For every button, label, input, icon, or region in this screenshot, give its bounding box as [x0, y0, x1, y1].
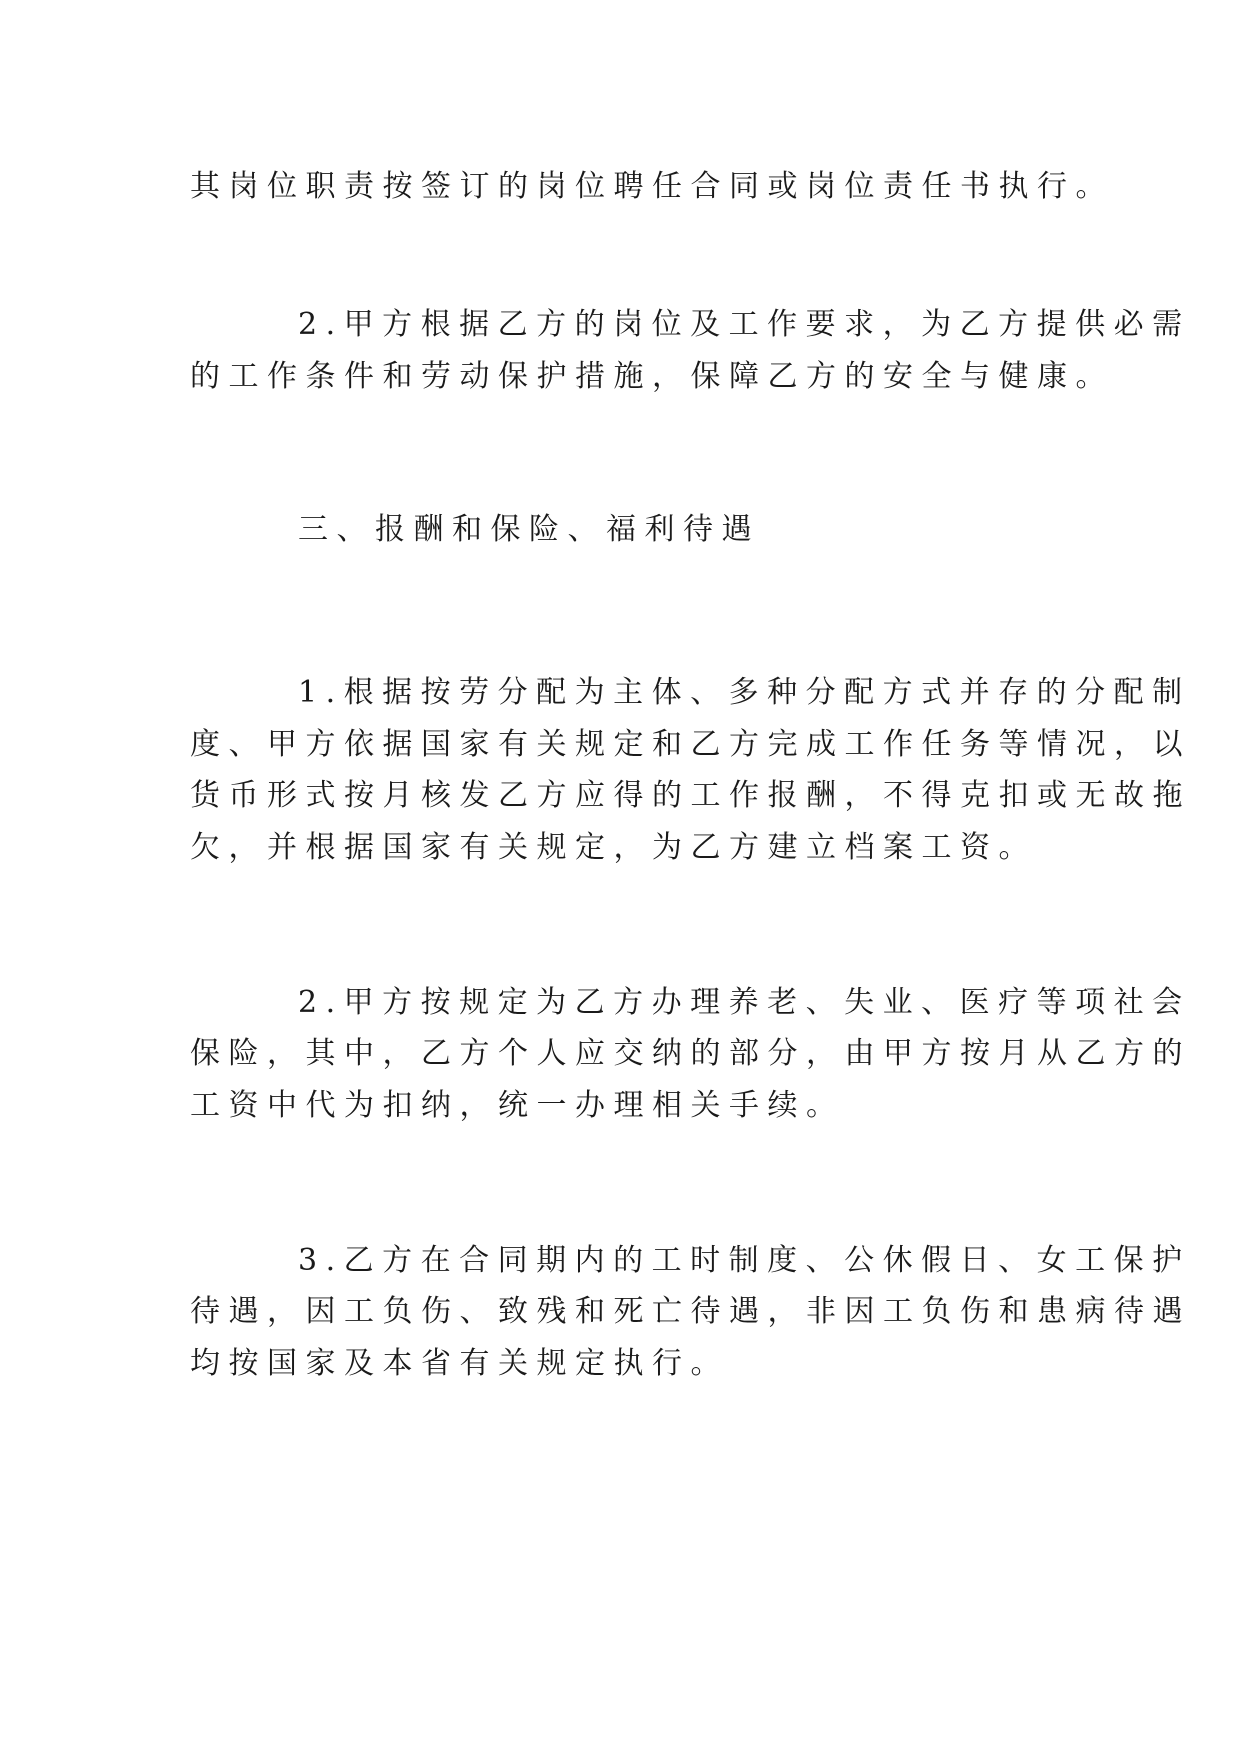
text-line: 2.甲方根据乙方的岗位及工作要求，为乙方提供必需: [298, 307, 1191, 342]
text-line: 1.根据按劳分配为主体、多种分配方式并存的分配制: [298, 675, 1191, 710]
text-line: 欠，并根据国家有关规定，为乙方建立档案工资。: [190, 830, 1037, 865]
text-line: 的工作条件和劳动保护措施，保障乙方的安全与健康。: [190, 359, 1114, 394]
text-line: 度、甲方依据国家有关规定和乙方完成工作任务等情况，以: [190, 727, 1191, 762]
text-line: 3.乙方在合同期内的工时制度、公休假日、女工保护: [298, 1243, 1191, 1278]
text-line: 待遇，因工负伤、致残和死亡待遇，非因工负伤和患病待遇: [190, 1294, 1191, 1329]
text-line: 其岗位职责按签订的岗位聘任合同或岗位责任书执行。: [190, 169, 1114, 204]
text-line: 工资中代为扣纳，统一办理相关手续。: [190, 1088, 845, 1123]
text-line: 2.甲方按规定为乙方办理养老、失业、医疗等项社会: [298, 985, 1191, 1020]
text-line: 保险，其中，乙方个人应交纳的部分，由甲方按月从乙方的: [190, 1036, 1191, 1071]
text-line: 货币形式按月核发乙方应得的工作报酬，不得克扣或无故拖: [190, 778, 1191, 813]
text-line: 均按国家及本省有关规定执行。: [190, 1346, 729, 1381]
section-heading: 三、报酬和保险、福利待遇: [298, 512, 760, 547]
